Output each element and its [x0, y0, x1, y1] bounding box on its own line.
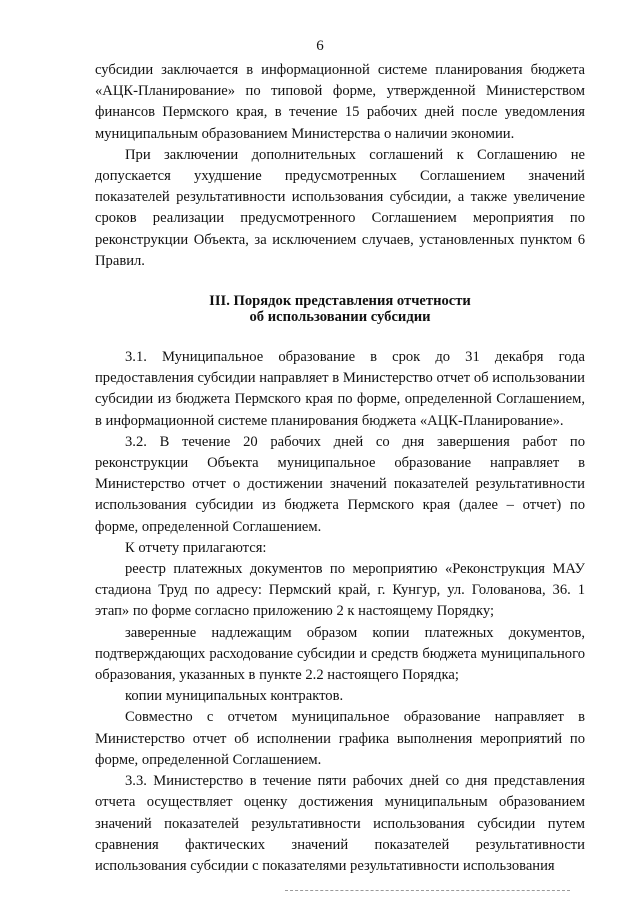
paragraph: копии муниципальных контрактов. [125, 688, 344, 705]
section-heading [95, 294, 585, 325]
document-body [95, 60, 585, 877]
paragraph: 3.1. Муниципальное образование в срок до 31 декабря года предоставления субсидии направляет в Министерство отчет об использовании субсидии из бюджета Пермского края по форме, определенной Соглашением, в информационной системе планирования бюджета «АЦК-Планирование». [95, 349, 585, 429]
paragraph: Совместно с отчетом муниципальное образование направляет в Министерство отчет об исполнении графика выполнения мероприятий по форме, определенной Соглашением. [95, 709, 585, 768]
paragraph: заверенные надлежащим образом копии платежных документов, подтверждающих расходование субсидии и средств бюджета муниципального образования, указанных в пункте 2.2 настоящего Порядка; [95, 624, 585, 684]
section-heading-line: III. Порядок представления отчетности [209, 293, 471, 310]
paragraph: При заключении дополнительных соглашений к Соглашению не допускается ухудшение предусмотренных Соглашением значений показателей результативности использования субсидии, а также увеличение сроков реализации предусмотренного Соглашением мероприятия по реконструкции Объекта, за исключением случаев, установленных пунктом 6 Правил. [95, 146, 585, 269]
page-number: 6 [316, 38, 324, 54]
footer-divider [285, 890, 570, 891]
section-heading-line: об использовании субсидии [249, 308, 431, 325]
paragraph: К отчету прилагаются: [125, 539, 267, 556]
paragraph: 3.3. Министерство в течение пяти рабочих дней со дня представления отчета осуществляет оценку достижения муниципальным образованием значений показателей результативности использования субсидии путем сравнения фактических значений показателей результативности использования субсидии с показателями результативности использования [95, 773, 585, 874]
paragraph: субсидии заключается в информационной системе планирования бюджета «АЦК-Планирование» по типовой форме, утвержденной Министерством финансов Пермского края, в течение 15 рабочих дней после уведомления муниципальным образованием Министерства о наличии экономии. [95, 62, 585, 142]
paragraph: 3.2. В течение 20 рабочих дней со дня завершения работ по реконструкции Объекта муниципальное образование направляет в Министерство отчет о достижении значений показателей результативности использования субсидии из бюджета Пермского края (далее – отчет) по форме, определенной Соглашением. [95, 433, 585, 535]
paragraph: реестр платежных документов по мероприятию «Реконструкция МАУ стадиона Труд по адресу: Пермский край, г. Кунгур, ул. Голованова, 36. 1 этап» по форме согласно приложению 2 к настоящему Порядку; [95, 561, 585, 620]
